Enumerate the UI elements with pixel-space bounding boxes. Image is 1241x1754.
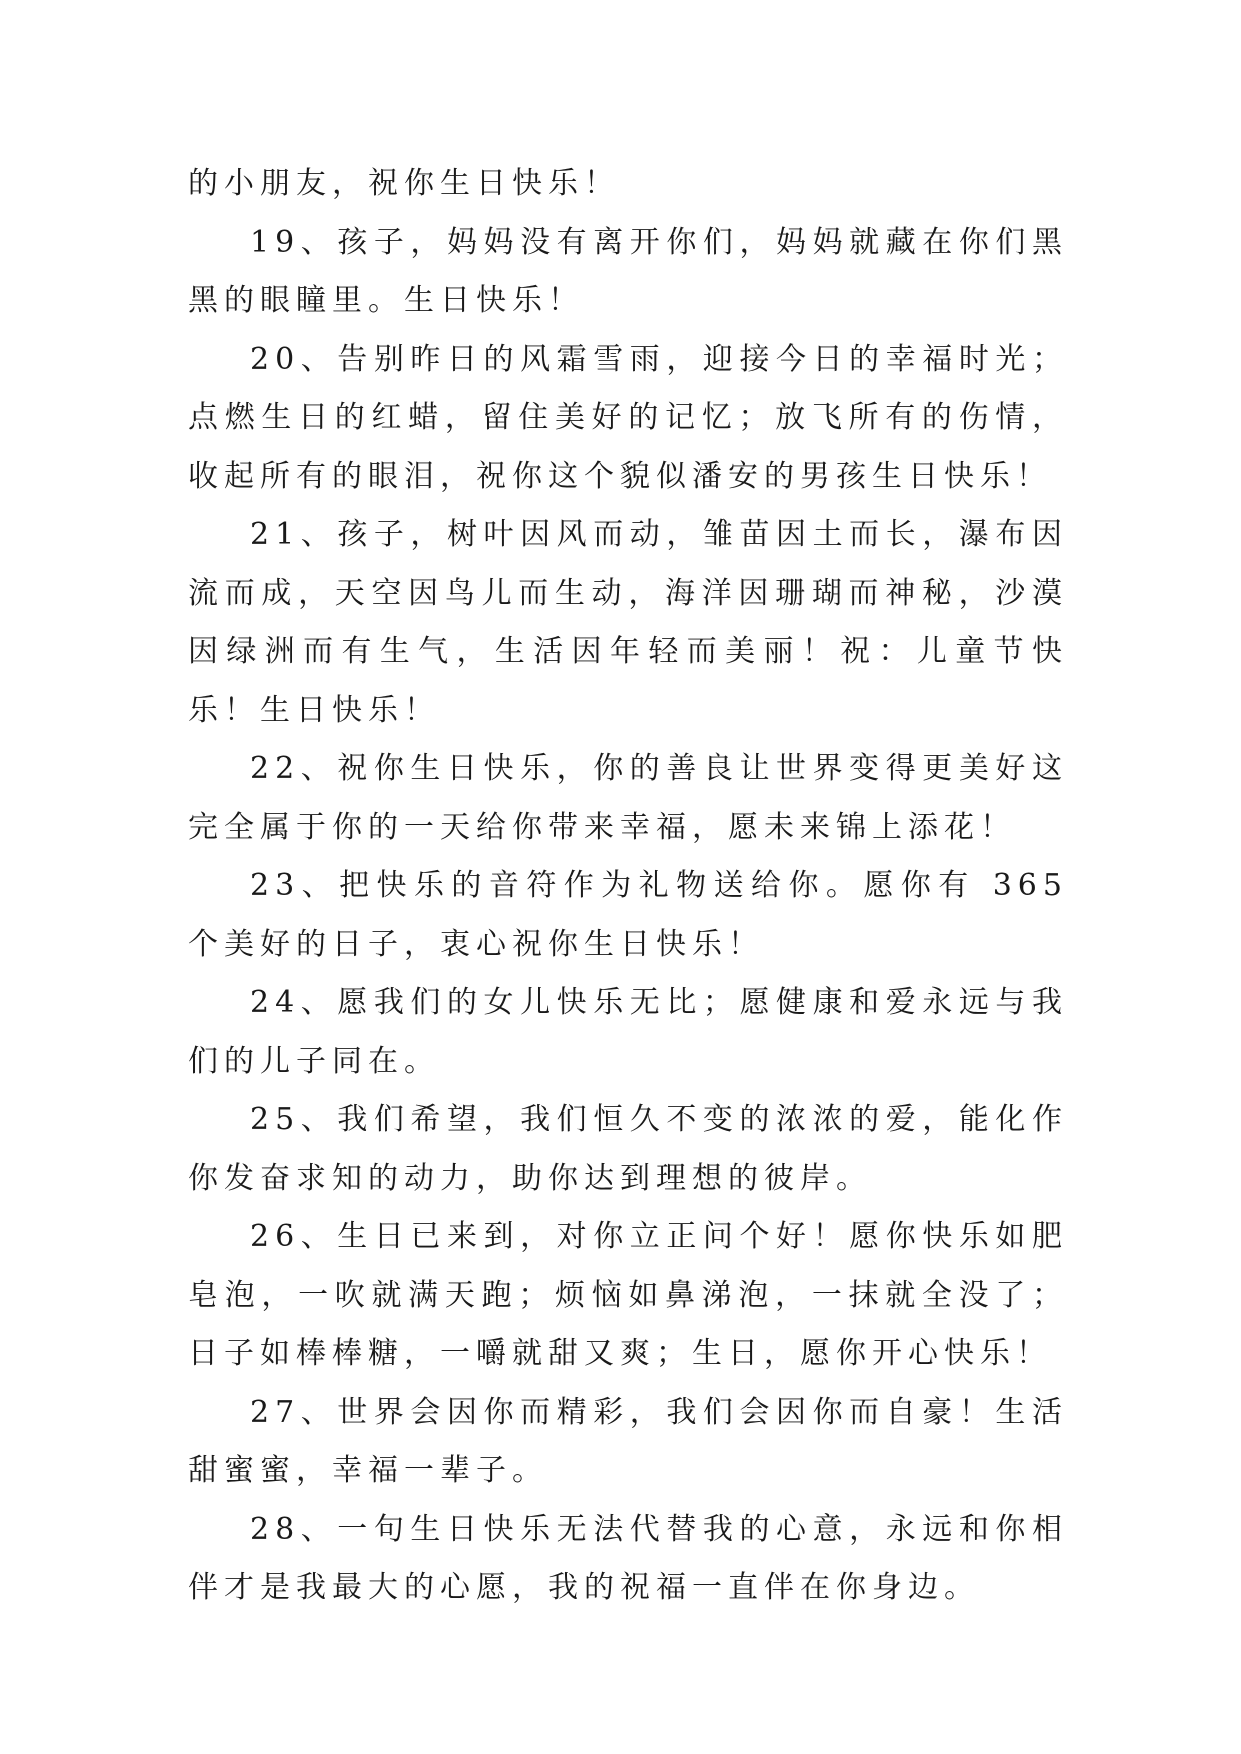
paragraph-26: 26、生日已来到，对你立正问个好！愿你快乐如肥皂泡，一吹就满天跑；烦恼如鼻涕泡，一抹就全没了；日子如棒棒糖，一嚼就甜又爽；生日，愿你开心快乐！ <box>188 1219 1068 1371</box>
paragraph-24: 24、愿我们的女儿快乐无比；愿健康和爱永远与我们的儿子同在。 <box>188 985 1068 1079</box>
paragraph-28: 28、一句生日快乐无法代替我的心意，永远和你相伴才是我最大的心愿，我的祝福一直伴在你身边。 <box>188 1511 1068 1605</box>
paragraph-22: 22、祝你生日快乐，你的善良让世界变得更美好这完全属于你的一天给你带来幸福，愿未来锦上添花！ <box>188 751 1068 845</box>
paragraph-25: 25、我们希望，我们恒久不变的浓浓的爱，能化作你发奋求知的动力，助你达到理想的彼岸。 <box>188 1102 1068 1196</box>
paragraph-23: 23、把快乐的音符作为礼物送给你。愿你有 365 个美好的日子，衷心祝你生日快乐！ <box>188 868 1068 962</box>
paragraph-19: 19、孩子，妈妈没有离开你们，妈妈就藏在你们黑黑的眼瞳里。生日快乐！ <box>188 224 1068 318</box>
paragraph-20: 20、告别昨日的风霜雪雨，迎接今日的幸福时光；点燃生日的红蜡，留住美好的记忆；放飞所有的伤情，收起所有的眼泪，祝你这个貌似潘安的男孩生日快乐！ <box>188 341 1068 494</box>
paragraph-27: 27、世界会因你而精彩，我们会因你而自豪！生活甜蜜蜜，幸福一辈子。 <box>188 1394 1068 1488</box>
paragraph-21: 21、孩子，树叶因风而动，雏苗因土而长，瀑布因流而成，天空因鸟儿而生动，海洋因珊瑚而神秘，沙漠因绿洲而有生气，生活因年轻而美丽！祝：儿童节快乐！生日快乐！ <box>188 517 1068 728</box>
document-body <box>188 155 1068 1618</box>
paragraph-continuation: 的小朋友，祝你生日快乐！ <box>188 166 620 201</box>
